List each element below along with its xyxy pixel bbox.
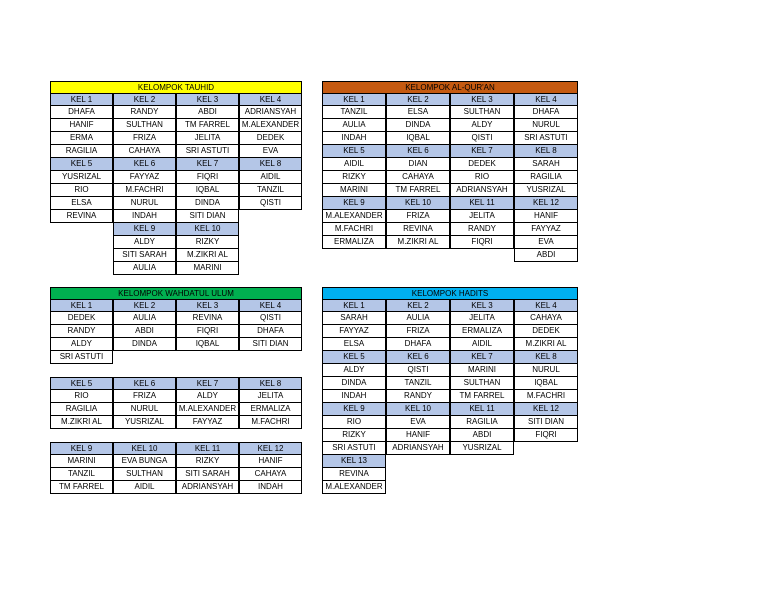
member-cell: CAHAYA (239, 468, 302, 481)
member-cell: RANDY (113, 106, 176, 119)
member-cell: AIDIL (450, 338, 514, 351)
member-cell: QISTI (386, 364, 450, 377)
empty-cell (450, 481, 514, 494)
empty-cell (50, 429, 113, 442)
member-cell: ERMALIZA (239, 403, 302, 416)
member-cell: M.ZIKRI AL (514, 338, 578, 351)
empty-cell (239, 210, 302, 223)
quran-table (322, 93, 578, 262)
kel-header-cell: KEL 6 (386, 351, 450, 364)
kel-header-cell: KEL 11 (450, 403, 514, 416)
member-cell: ERMA (50, 132, 113, 145)
member-cell: DEDEK (50, 312, 113, 325)
kel-header-cell: KEL 1 (50, 299, 113, 312)
member-cell: NURUL (113, 403, 176, 416)
member-cell: HANIF (239, 455, 302, 468)
kel-header-cell: KEL 2 (386, 93, 450, 106)
kel-header-cell: KEL 4 (514, 93, 578, 106)
kel-header-cell: KEL 2 (113, 93, 176, 106)
member-cell: YUSRIZAL (450, 442, 514, 455)
member-cell: FAYYAZ (113, 171, 176, 184)
member-cell: SARAH (322, 312, 386, 325)
member-cell: DINDA (386, 119, 450, 132)
member-cell: MARINI (50, 455, 113, 468)
kel-header-cell: KEL 4 (239, 93, 302, 106)
member-cell: NURUL (514, 364, 578, 377)
member-cell: FRIZA (113, 390, 176, 403)
member-cell: IQBAL (176, 184, 239, 197)
member-cell: ALDY (322, 364, 386, 377)
hadits-title: KELOMPOK HADITS (322, 287, 578, 299)
member-cell: ALDY (176, 390, 239, 403)
member-cell: HANIF (50, 119, 113, 132)
kel-header-cell: KEL 3 (176, 299, 239, 312)
member-cell: RAGILIA (450, 416, 514, 429)
kel-header-cell: KEL 3 (176, 93, 239, 106)
member-cell: SRI ASTUTI (322, 442, 386, 455)
kel-header-cell: KEL 12 (514, 403, 578, 416)
member-cell: TM FARREL (450, 390, 514, 403)
member-cell: REVINA (322, 468, 386, 481)
member-cell: ABDI (514, 249, 578, 262)
empty-cell (50, 223, 113, 236)
member-cell: AULIA (322, 119, 386, 132)
member-cell: M.ALEXANDER (322, 481, 386, 494)
empty-cell (176, 351, 239, 364)
kel-header-cell: KEL 10 (176, 223, 239, 236)
member-cell: RIZKY (176, 236, 239, 249)
quran-title: KELOMPOK AL-QUR'AN (322, 81, 578, 93)
member-cell: ALDY (450, 119, 514, 132)
member-cell: INDAH (239, 481, 302, 494)
kel-header-cell: KEL 8 (514, 351, 578, 364)
member-cell: DHAFA (514, 106, 578, 119)
empty-cell (239, 236, 302, 249)
member-cell: ADRIANSYAH (450, 184, 514, 197)
member-cell: DINDA (113, 338, 176, 351)
member-cell: CAHAYA (113, 145, 176, 158)
kel-header-cell: KEL 8 (239, 377, 302, 390)
empty-cell (239, 262, 302, 275)
member-cell: TANZIL (50, 468, 113, 481)
empty-cell (450, 249, 514, 262)
member-cell: FIQRI (514, 429, 578, 442)
empty-cell (386, 249, 450, 262)
kel-header-cell: KEL 10 (113, 442, 176, 455)
kel-header-cell: KEL 11 (450, 197, 514, 210)
member-cell: ALDY (113, 236, 176, 249)
empty-cell (239, 249, 302, 262)
member-cell: SITI DIAN (514, 416, 578, 429)
member-cell: NURUL (113, 197, 176, 210)
member-cell: YUSRIZAL (50, 171, 113, 184)
member-cell: HANIF (386, 429, 450, 442)
empty-cell (176, 429, 239, 442)
kel-header-cell: KEL 4 (514, 299, 578, 312)
member-cell: ADRIANSYAH (239, 106, 302, 119)
member-cell: DEDEK (450, 158, 514, 171)
tauhid-table (50, 93, 302, 275)
kel-header-cell: KEL 12 (239, 442, 302, 455)
member-cell: ELSA (386, 106, 450, 119)
member-cell: RAGILIA (50, 403, 113, 416)
empty-cell (239, 351, 302, 364)
kel-header-cell: KEL 6 (386, 145, 450, 158)
member-cell: TANZIL (322, 106, 386, 119)
member-cell: M.FACHRI (239, 416, 302, 429)
empty-cell (386, 455, 450, 468)
kel-header-cell: KEL 9 (113, 223, 176, 236)
member-cell: TM FARREL (50, 481, 113, 494)
member-cell: SULTHAN (450, 377, 514, 390)
empty-cell (50, 364, 113, 377)
kel-header-cell: KEL 12 (514, 197, 578, 210)
member-cell: IQBAL (386, 132, 450, 145)
member-cell: SITI SARAH (113, 249, 176, 262)
member-cell: JELITA (176, 132, 239, 145)
member-cell: DINDA (322, 377, 386, 390)
member-cell: SRI ASTUTI (50, 351, 113, 364)
member-cell: SULTHAN (113, 468, 176, 481)
member-cell: M.ALEXANDER (239, 119, 302, 132)
member-cell: REVINA (176, 312, 239, 325)
member-cell: TM FARREL (176, 119, 239, 132)
member-cell: JELITA (450, 312, 514, 325)
kel-header-cell: KEL 1 (50, 93, 113, 106)
empty-cell (239, 223, 302, 236)
member-cell: DHAFA (50, 106, 113, 119)
member-cell: AULIA (113, 312, 176, 325)
member-cell: MARINI (322, 184, 386, 197)
member-cell: DHAFA (239, 325, 302, 338)
member-cell: SULTHAN (113, 119, 176, 132)
member-cell: ERMALIZA (322, 236, 386, 249)
empty-cell (322, 249, 386, 262)
kel-header-cell: KEL 8 (514, 145, 578, 158)
member-cell: ABDI (176, 106, 239, 119)
kel-header-cell: KEL 4 (239, 299, 302, 312)
kel-header-cell: KEL 2 (386, 299, 450, 312)
member-cell: CAHAYA (514, 312, 578, 325)
member-cell: RIO (50, 390, 113, 403)
member-cell: EVA (239, 145, 302, 158)
member-cell: DHAFA (386, 338, 450, 351)
wahdatul-table (50, 299, 302, 494)
empty-cell (176, 364, 239, 377)
kel-header-cell: KEL 5 (50, 377, 113, 390)
empty-cell (514, 442, 578, 455)
member-cell: DEDEK (239, 132, 302, 145)
kel-header-cell: KEL 1 (322, 299, 386, 312)
member-cell: M.ZIKRI AL (50, 416, 113, 429)
kel-header-cell: KEL 7 (176, 158, 239, 171)
member-cell: M.FACHRI (514, 390, 578, 403)
empty-cell (113, 364, 176, 377)
member-cell: FAYYAZ (322, 325, 386, 338)
member-cell: RANDY (50, 325, 113, 338)
member-cell: ADRIANSYAH (386, 442, 450, 455)
kel-header-cell: KEL 9 (322, 197, 386, 210)
empty-cell (386, 468, 450, 481)
member-cell: EVA (514, 236, 578, 249)
member-cell: RANDY (386, 390, 450, 403)
member-cell: INDAH (322, 132, 386, 145)
member-cell: ABDI (450, 429, 514, 442)
member-cell: RIZKY (322, 429, 386, 442)
member-cell: M.ALEXANDER (322, 210, 386, 223)
kel-header-cell: KEL 5 (322, 145, 386, 158)
member-cell: HANIF (514, 210, 578, 223)
kel-header-cell: KEL 5 (322, 351, 386, 364)
member-cell: FRIZA (386, 325, 450, 338)
empty-cell (113, 351, 176, 364)
kel-header-cell: KEL 5 (50, 158, 113, 171)
wahdatul-title: KELOMPOK WAHDATUL ULUM (50, 287, 302, 299)
kel-header-cell: KEL 1 (322, 93, 386, 106)
kel-header-cell: KEL 6 (113, 377, 176, 390)
kel-header-cell: KEL 3 (450, 93, 514, 106)
member-cell: M.FACHRI (113, 184, 176, 197)
kel-header-cell: KEL 10 (386, 197, 450, 210)
empty-cell (514, 468, 578, 481)
member-cell: TANZIL (239, 184, 302, 197)
member-cell: FIQRI (176, 325, 239, 338)
member-cell: AIDIL (322, 158, 386, 171)
empty-cell (450, 455, 514, 468)
member-cell: NURUL (514, 119, 578, 132)
kel-header-cell: KEL 11 (176, 442, 239, 455)
member-cell: SRI ASTUTI (176, 145, 239, 158)
member-cell: RAGILIA (50, 145, 113, 158)
empty-cell (239, 364, 302, 377)
member-cell: IQBAL (176, 338, 239, 351)
member-cell: ADRIANSYAH (176, 481, 239, 494)
empty-cell (50, 262, 113, 275)
member-cell: FAYYAZ (176, 416, 239, 429)
member-cell: MARINI (176, 262, 239, 275)
kel-header-cell: KEL 7 (450, 145, 514, 158)
member-cell: INDAH (113, 210, 176, 223)
member-cell: QISTI (239, 197, 302, 210)
empty-cell (514, 455, 578, 468)
member-cell: SARAH (514, 158, 578, 171)
kel-header-cell: KEL 7 (176, 377, 239, 390)
member-cell: FRIZA (386, 210, 450, 223)
empty-cell (386, 481, 450, 494)
empty-cell (113, 429, 176, 442)
member-cell: TANZIL (386, 377, 450, 390)
member-cell: SRI ASTUTI (514, 132, 578, 145)
member-cell: AULIA (113, 262, 176, 275)
member-cell: M.ZIKRI AL (176, 249, 239, 262)
member-cell: DINDA (176, 197, 239, 210)
member-cell: AULIA (386, 312, 450, 325)
member-cell: SITI DIAN (239, 338, 302, 351)
member-cell: ABDI (113, 325, 176, 338)
member-cell: RIO (50, 184, 113, 197)
kel-header-cell: KEL 6 (113, 158, 176, 171)
empty-cell (450, 468, 514, 481)
empty-cell (239, 429, 302, 442)
member-cell: M.ZIKRI AL (386, 236, 450, 249)
member-cell: REVINA (386, 223, 450, 236)
member-cell: RIO (322, 416, 386, 429)
member-cell: AIDIL (239, 171, 302, 184)
member-cell: YUSRIZAL (113, 416, 176, 429)
member-cell: YUSRIZAL (514, 184, 578, 197)
member-cell: DIAN (386, 158, 450, 171)
member-cell: CAHAYA (386, 171, 450, 184)
kel-header-cell: KEL 10 (386, 403, 450, 416)
member-cell: ELSA (50, 197, 113, 210)
member-cell: IQBAL (514, 377, 578, 390)
member-cell: RANDY (450, 223, 514, 236)
tauhid-title: KELOMPOK TAUHID (50, 81, 302, 93)
member-cell: DEDEK (514, 325, 578, 338)
member-cell: JELITA (450, 210, 514, 223)
member-cell: AIDIL (113, 481, 176, 494)
kel-header-cell: KEL 13 (322, 455, 386, 468)
member-cell: RIZKY (322, 171, 386, 184)
member-cell: SITI DIAN (176, 210, 239, 223)
kel-header-cell: KEL 3 (450, 299, 514, 312)
member-cell: MARINI (450, 364, 514, 377)
empty-cell (50, 236, 113, 249)
member-cell: RIO (450, 171, 514, 184)
member-cell: QISTI (450, 132, 514, 145)
empty-cell (50, 249, 113, 262)
member-cell: FAYYAZ (514, 223, 578, 236)
member-cell: JELITA (239, 390, 302, 403)
member-cell: FIQRI (450, 236, 514, 249)
member-cell: REVINA (50, 210, 113, 223)
kel-header-cell: KEL 2 (113, 299, 176, 312)
empty-cell (514, 481, 578, 494)
hadits-table (322, 299, 578, 494)
member-cell: SULTHAN (450, 106, 514, 119)
member-cell: ELSA (322, 338, 386, 351)
member-cell: ERMALIZA (450, 325, 514, 338)
kel-header-cell: KEL 8 (239, 158, 302, 171)
member-cell: M.FACHRI (322, 223, 386, 236)
member-cell: ALDY (50, 338, 113, 351)
member-cell: FIQRI (176, 171, 239, 184)
member-cell: EVA (386, 416, 450, 429)
member-cell: EVA BUNGA (113, 455, 176, 468)
member-cell: RAGILIA (514, 171, 578, 184)
member-cell: FRIZA (113, 132, 176, 145)
member-cell: QISTI (239, 312, 302, 325)
member-cell: TM FARREL (386, 184, 450, 197)
kel-header-cell: KEL 9 (322, 403, 386, 416)
kel-header-cell: KEL 9 (50, 442, 113, 455)
kel-header-cell: KEL 7 (450, 351, 514, 364)
member-cell: M.ALEXANDER (176, 403, 239, 416)
member-cell: INDAH (322, 390, 386, 403)
member-cell: RIZKY (176, 455, 239, 468)
member-cell: SITI SARAH (176, 468, 239, 481)
